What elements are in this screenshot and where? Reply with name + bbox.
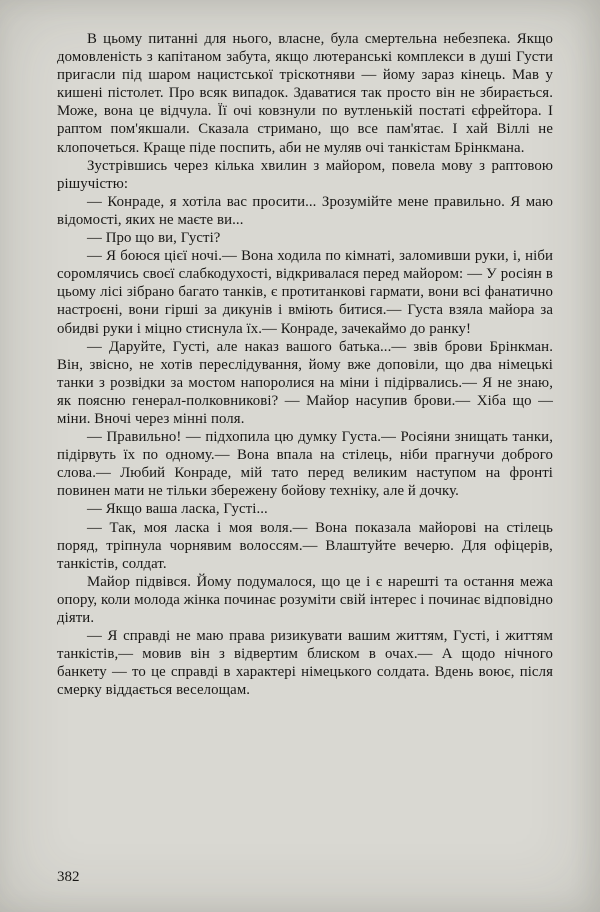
paragraph: В цьому питанні для нього, власне, була смертельна небезпека. Якщо домовленість з капітаном забута, якщо лютеранські комплекси в душі Густи пригасли під шаром нацистської тріскотняви — йому зараз кінець. Мав у кишені пістолет. Про всяк випадок. Здаватися так просто він не збирається. Може, вона це відчула. Її очі ковзнули по вутленькій постаті єфрейтора. І раптом пом'якшали. Сказала стримано, що все пам'ятає. І хай Віллі не клопочеться. Краще піде поспить, аби не муляв очі танкістам Брінкмана. (57, 31, 553, 156)
paragraph: — Я справді не маю права ризикувати вашим життям, Густі, і життям танкістів,— мовив він з відвертим блиском в очах.— А щодо нічного банкету — то це справді в характері німецького солдата. Вдень воює, після смерку віддається веселощам. (57, 628, 553, 699)
paragraph: — Я боюся цієї ночі.— Вона ходила по кімнаті, заломивши руки, і, ніби соромлячись своєї слабкодухості, відкривалася перед майором: — У росіян в цьому лісі зібрано багато танків, є протитанкові гармати, вони всі фанатично настроєні, вони гірші за дикунів і вміють битися.— Густа взяла майора за обидві руки і міцно стиснула їх.— Конраде, зачекаймо до ранку! (57, 248, 553, 337)
page-number: 382 (57, 869, 80, 885)
paragraph: — Якщо ваша ласка, Густі... (87, 501, 268, 518)
paragraph: Зустрівшись через кілька хвилин з майором, повела мову з раптовою рішучістю: (57, 157, 553, 192)
paragraph: Майор підвівся. Йому подумалося, що це і є нарешті та остання межа опору, коли молода жінка починає розуміти свій інтерес і починає відповідно діяти. (57, 573, 553, 626)
paragraph: — Так, моя ласка і моя воля.— Вона показала майорові на стілець поряд, тріпнула чорнявим волоссям.— Влаштуйте вечерю. Для офіцерів, танкістів, солдат. (57, 519, 553, 572)
paragraph: — Правильно! — підхопила цю думку Густа.— Росіяни знищать танки, підірвуть їх по одному.— Вона впала на стілець, ніби прагнучи доброго слова.— Любий Конраде, мій тато перед великим наступом на фронті повинен мати не тільки збережену бойову техніку, але й дочку. (57, 429, 553, 500)
paragraph: — Даруйте, Густі, але наказ вашого батька...— звів брови Брінкман. Він, звісно, не хотів переслідування, йому вже доповіли, що два німецькі танки з розвідки за мостом напоролися на міни і підірвались.— Я не знаю, як поясню генерал-полковникові? — Майор насупив брови.— Хіба що — міни. Вночі через мінні поля. (57, 338, 553, 427)
paragraph: — Конраде, я хотіла вас просити... Зрозумійте мене правильно. Я маю відомості, яких не маєте ви... (57, 193, 553, 228)
paragraph: — Про що ви, Густі? (87, 230, 221, 247)
text-block (57, 30, 553, 699)
